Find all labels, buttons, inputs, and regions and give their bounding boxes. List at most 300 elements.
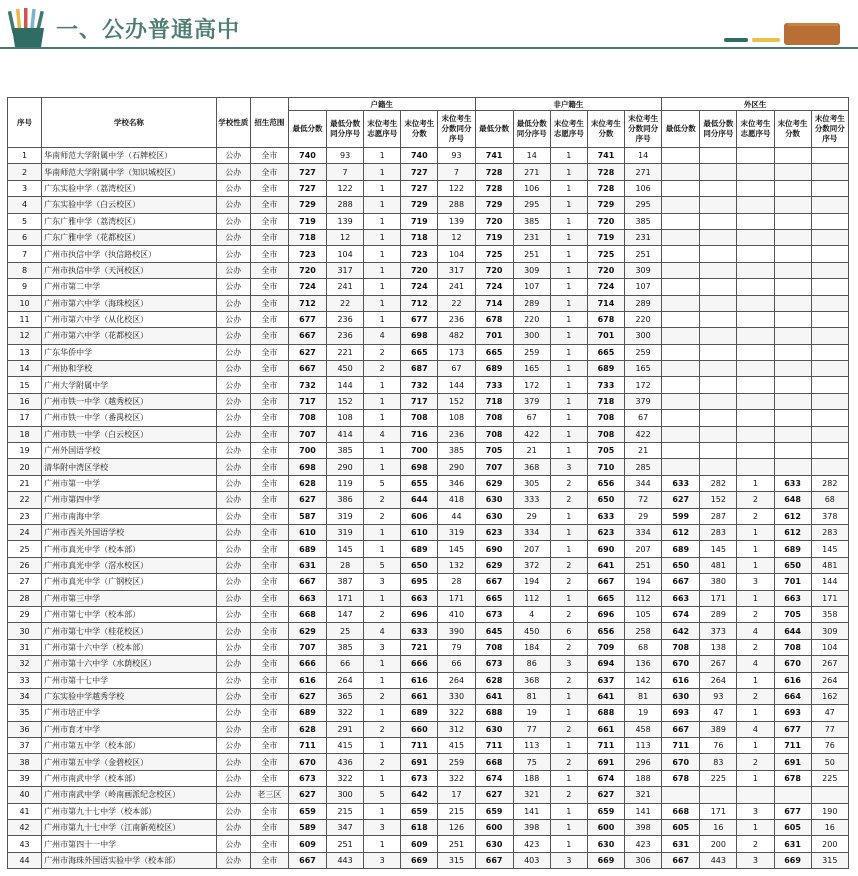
cell-outside-min-score [662,311,700,327]
cell-outside-last-choice [737,197,774,213]
cell-local-last-score-rank: 126 [438,820,475,836]
cell-seq: 27 [8,574,42,590]
cell-seq: 6 [8,229,42,245]
cell-school-name: 广州市第九十七中学（校本部） [42,803,217,819]
cell-school-nature: 公办 [216,623,250,639]
cell-local-last-score: 691 [401,754,438,770]
cell-outside-min-score-rank [700,180,737,196]
cell-local-last-score-rank: 241 [438,279,475,295]
cell-nonlocal-min-score: 645 [475,623,513,639]
cell-nonlocal-min-score: 741 [475,148,513,164]
cell-outside-last-choice [737,443,774,459]
cell-local-last-score: 689 [401,541,438,557]
cell-outside-last-score [774,148,811,164]
cell-nonlocal-min-score-rank: 334 [513,524,550,540]
cell-school-name: 广州市第四中学 [42,492,217,508]
cell-outside-last-score: 701 [774,574,811,590]
cell-nonlocal-min-score: 668 [475,754,513,770]
cell-local-last-score-rank: 390 [438,623,475,639]
cell-local-last-score: 696 [401,606,438,622]
cell-nonlocal-min-score-rank: 207 [513,541,550,557]
cell-outside-last-score: 650 [774,557,811,573]
cell-outside-last-score-rank [811,443,848,459]
cell-admission-range: 全市 [250,311,288,327]
cell-school-nature: 公办 [216,820,250,836]
cell-nonlocal-last-score-rank: 285 [625,459,662,475]
cell-local-last-score: 606 [401,508,438,524]
cell-outside-min-score: 689 [662,541,700,557]
cell-outside-last-score: 711 [774,738,811,754]
cell-nonlocal-last-choice: 1 [550,344,587,360]
cell-local-last-score: 618 [401,820,438,836]
cell-nonlocal-min-score: 659 [475,803,513,819]
cell-local-min-score-rank: 317 [327,262,364,278]
cell-seq: 29 [8,606,42,622]
cell-local-last-score-rank: 418 [438,492,475,508]
cell-nonlocal-last-score-rank: 72 [625,492,662,508]
cell-admission-range: 全市 [250,820,288,836]
table-row [8,492,849,508]
cell-school-nature: 公办 [216,656,250,672]
cell-outside-last-score [774,164,811,180]
cell-outside-min-score-rank: 287 [700,508,737,524]
cell-school-name: 广州市南武中学（校本部） [42,770,217,786]
cell-outside-min-score: 642 [662,623,700,639]
cell-outside-min-score-rank: 283 [700,524,737,540]
cell-outside-last-score: 631 [774,836,811,852]
cell-admission-range: 全市 [250,574,288,590]
cell-nonlocal-min-score: 690 [475,541,513,557]
cell-nonlocal-last-score-rank: 136 [625,656,662,672]
cell-school-nature: 公办 [216,279,250,295]
cell-school-nature: 公办 [216,262,250,278]
cell-nonlocal-last-choice: 1 [550,836,587,852]
cell-seq: 9 [8,279,42,295]
table-row [8,705,849,721]
cell-nonlocal-last-score-rank: 306 [625,852,662,868]
cell-local-last-choice: 2 [364,606,401,622]
cell-nonlocal-last-choice: 1 [550,246,587,262]
cell-outside-min-score [662,361,700,377]
cell-nonlocal-min-score-rank: 112 [513,590,550,606]
cell-admission-range: 老三区 [250,787,288,803]
cell-school-nature: 公办 [216,524,250,540]
table-row [8,213,849,229]
cell-local-min-score: 589 [288,820,326,836]
cell-local-last-choice: 2 [364,688,401,704]
cell-outside-min-score [662,787,700,803]
cell-outside-last-score [774,361,811,377]
cell-local-last-score-rank: 12 [438,229,475,245]
cell-local-last-score-rank: 66 [438,656,475,672]
cell-outside-last-score [774,787,811,803]
cell-nonlocal-last-score: 665 [587,344,624,360]
cell-school-name: 广州市铁一中学（越秀校区） [42,393,217,409]
cell-nonlocal-last-score-rank: 68 [625,639,662,655]
cell-seq: 13 [8,344,42,360]
table-row [8,688,849,704]
cell-outside-min-score [662,180,700,196]
cell-outside-min-score-rank: 16 [700,820,737,836]
cell-outside-last-choice [737,459,774,475]
cell-local-last-score: 673 [401,770,438,786]
header-group-outside: 外区生 [662,98,849,111]
cell-nonlocal-last-choice: 1 [550,377,587,393]
cell-outside-last-score-rank [811,246,848,262]
cell-outside-min-score-rank: 145 [700,541,737,557]
cell-local-last-score-rank: 236 [438,311,475,327]
cell-seq: 34 [8,688,42,704]
cell-outside-last-score-rank [811,361,848,377]
cell-school-name: 广州协和学校 [42,361,217,377]
cell-local-last-score: 655 [401,475,438,491]
cell-local-min-score: 609 [288,836,326,852]
cell-local-last-score-rank: 44 [438,508,475,524]
cell-nonlocal-last-score: 728 [587,180,624,196]
cell-outside-last-choice: 2 [737,492,774,508]
cell-outside-last-choice: 1 [737,590,774,606]
cell-nonlocal-min-score-rank: 194 [513,574,550,590]
table-row [8,459,849,475]
cell-school-name: 广州市铁一中学（白云校区） [42,426,217,442]
cell-local-last-score: 663 [401,590,438,606]
cell-nonlocal-min-score: 628 [475,672,513,688]
cell-outside-last-score-rank: 200 [811,836,848,852]
cell-outside-last-choice: 2 [737,688,774,704]
cell-nonlocal-last-score-rank: 300 [625,328,662,344]
cell-local-last-score-rank: 415 [438,738,475,754]
table-row [8,852,849,868]
header-last-score: 末位考生分数 [774,111,811,148]
table-row [8,279,849,295]
cell-admission-range: 全市 [250,164,288,180]
header-last-choice-no: 末位考生志愿序号 [364,111,401,148]
cell-outside-last-choice: 1 [737,770,774,786]
cell-seq: 10 [8,295,42,311]
cell-local-min-score: 631 [288,557,326,573]
cell-nonlocal-last-score: 690 [587,541,624,557]
cell-nonlocal-min-score-rank: 289 [513,295,550,311]
cell-outside-min-score-rank [700,295,737,311]
cell-outside-last-choice: 1 [737,557,774,573]
cell-nonlocal-min-score: 630 [475,508,513,524]
cell-nonlocal-min-score: 708 [475,410,513,426]
cell-outside-last-score [774,410,811,426]
cell-seq: 37 [8,738,42,754]
cell-local-min-score-rank: 12 [327,229,364,245]
cell-outside-min-score-rank [700,279,737,295]
cell-outside-min-score: 670 [662,656,700,672]
cell-local-last-score: 724 [401,279,438,295]
cell-outside-min-score-rank: 200 [700,836,737,852]
cell-school-nature: 公办 [216,836,250,852]
cell-outside-min-score [662,328,700,344]
cell-seq: 21 [8,475,42,491]
cell-nonlocal-last-choice: 1 [550,770,587,786]
cell-outside-min-score: 678 [662,770,700,786]
header-min-score-rank: 最低分数同分序号 [327,111,364,148]
cell-outside-last-choice: 2 [737,606,774,622]
notebook-icon [722,20,842,48]
cell-outside-last-choice: 1 [737,738,774,754]
cell-outside-min-score-rank [700,328,737,344]
cell-nonlocal-last-score: 708 [587,426,624,442]
admission-score-table [7,97,849,869]
cell-local-last-score-rank: 264 [438,672,475,688]
cell-seq: 18 [8,426,42,442]
cell-nonlocal-min-score: 629 [475,557,513,573]
page-header [0,0,858,56]
cell-nonlocal-min-score: 720 [475,213,513,229]
cell-local-min-score: 667 [288,328,326,344]
cell-local-last-score: 712 [401,295,438,311]
cell-local-last-score: 689 [401,705,438,721]
cell-nonlocal-last-choice: 3 [550,852,587,868]
cell-outside-last-score [774,443,811,459]
cell-outside-last-choice: 4 [737,656,774,672]
table-row [8,524,849,540]
cell-nonlocal-min-score: 729 [475,197,513,213]
cell-local-min-score: 673 [288,770,326,786]
table-row [8,328,849,344]
cell-nonlocal-last-score-rank: 29 [625,508,662,524]
cell-outside-last-score-rank [811,459,848,475]
cell-outside-last-score-rank [811,180,848,196]
cell-school-nature: 公办 [216,164,250,180]
cell-nonlocal-min-score: 678 [475,311,513,327]
cell-local-last-choice: 1 [364,279,401,295]
cell-nonlocal-min-score: 600 [475,820,513,836]
cell-school-nature: 公办 [216,295,250,311]
cell-outside-min-score [662,148,700,164]
cell-admission-range: 全市 [250,606,288,622]
table-row [8,557,849,573]
cell-nonlocal-min-score-rank: 333 [513,492,550,508]
cell-admission-range: 全市 [250,475,288,491]
cell-outside-last-score [774,426,811,442]
cell-school-name: 广州市第四十一中学 [42,836,217,852]
cell-nonlocal-min-score-rank: 77 [513,721,550,737]
cell-school-name: 广东广雅中学（荔湾校区） [42,213,217,229]
cell-outside-last-score: 705 [774,606,811,622]
cell-school-nature: 公办 [216,180,250,196]
cell-nonlocal-last-score: 691 [587,754,624,770]
cell-outside-last-score-rank [811,262,848,278]
cell-seq: 22 [8,492,42,508]
cell-nonlocal-min-score: 623 [475,524,513,540]
cell-outside-last-score-rank: 76 [811,738,848,754]
cell-admission-range: 全市 [250,213,288,229]
cell-local-last-score-rank: 322 [438,770,475,786]
cell-outside-last-choice [737,393,774,409]
cell-local-last-score: 721 [401,639,438,655]
cell-school-name: 广东华侨中学 [42,344,217,360]
cell-local-min-score-rank: 414 [327,426,364,442]
cell-seq: 19 [8,443,42,459]
cell-local-last-choice: 4 [364,623,401,639]
cell-local-min-score: 727 [288,164,326,180]
header-last-score: 末位考生分数 [401,111,438,148]
table-body [8,148,849,869]
table-row [8,295,849,311]
cell-outside-min-score-rank [700,459,737,475]
cell-outside-last-score: 612 [774,508,811,524]
cell-nonlocal-min-score: 630 [475,836,513,852]
cell-seq: 31 [8,639,42,655]
cell-outside-last-choice [737,229,774,245]
cell-nonlocal-last-score: 641 [587,557,624,573]
cell-nonlocal-last-choice: 1 [550,361,587,377]
cell-nonlocal-last-score-rank: 289 [625,295,662,311]
cell-seq: 41 [8,803,42,819]
cell-local-last-score: 660 [401,721,438,737]
cell-local-min-score-rank: 443 [327,852,364,868]
cell-local-last-choice: 1 [364,541,401,557]
cell-school-name: 广州市执信中学（执信路校区） [42,246,217,262]
cell-local-last-score-rank: 173 [438,344,475,360]
cell-nonlocal-last-score: 720 [587,262,624,278]
cell-outside-min-score: 612 [662,524,700,540]
header-admission-range: 招生范围 [250,98,288,148]
cell-local-last-score-rank: 346 [438,475,475,491]
cell-local-last-choice: 1 [364,295,401,311]
cell-outside-min-score [662,164,700,180]
header-last-score-rank: 末位考生分数同分序号 [625,111,662,148]
cell-local-last-score: 732 [401,377,438,393]
cell-nonlocal-last-score-rank: 251 [625,246,662,262]
cell-local-min-score-rank: 386 [327,492,364,508]
cell-outside-last-score [774,262,811,278]
table-row [8,508,849,524]
cell-school-nature: 公办 [216,148,250,164]
cell-outside-last-choice [737,361,774,377]
cell-school-nature: 公办 [216,475,250,491]
cell-nonlocal-last-score-rank: 113 [625,738,662,754]
cell-seq: 42 [8,820,42,836]
cell-local-min-score-rank: 236 [327,328,364,344]
cell-nonlocal-min-score: 725 [475,246,513,262]
cell-nonlocal-last-choice: 2 [550,475,587,491]
cell-outside-last-choice: 1 [737,672,774,688]
cell-outside-min-score [662,443,700,459]
cell-nonlocal-last-choice: 1 [550,229,587,245]
cell-outside-min-score [662,426,700,442]
cell-nonlocal-last-score: 694 [587,656,624,672]
cell-outside-last-choice: 4 [737,721,774,737]
cell-nonlocal-min-score-rank: 81 [513,688,550,704]
cell-local-last-choice: 3 [364,820,401,836]
cell-outside-min-score-rank: 76 [700,738,737,754]
cell-school-nature: 公办 [216,426,250,442]
cell-local-min-score-rank: 221 [327,344,364,360]
cell-nonlocal-min-score: 673 [475,606,513,622]
cell-admission-range: 全市 [250,738,288,754]
cell-outside-last-score [774,229,811,245]
cell-outside-min-score [662,213,700,229]
cell-nonlocal-min-score-rank: 309 [513,262,550,278]
cell-outside-last-score: 678 [774,770,811,786]
cell-school-name: 广州大学附属中学 [42,377,217,393]
cell-outside-last-score-rank [811,328,848,344]
cell-local-last-score-rank: 144 [438,377,475,393]
cell-outside-min-score-rank: 443 [700,852,737,868]
cell-outside-last-score-rank: 145 [811,541,848,557]
cell-school-name: 清华附中湾区学校 [42,459,217,475]
cell-local-min-score: 629 [288,623,326,639]
cell-outside-last-score-rank: 144 [811,574,848,590]
cell-nonlocal-min-score-rank: 113 [513,738,550,754]
cell-local-min-score: 718 [288,229,326,245]
cell-local-last-choice: 1 [364,164,401,180]
cell-nonlocal-last-choice: 1 [550,705,587,721]
cell-outside-last-score-rank [811,197,848,213]
cell-school-nature: 公办 [216,770,250,786]
cell-school-name: 广州市育才中学 [42,721,217,737]
cell-school-nature: 公办 [216,328,250,344]
cell-outside-last-choice: 3 [737,852,774,868]
cell-school-nature: 公办 [216,229,250,245]
cell-outside-min-score: 627 [662,492,700,508]
cell-outside-last-score-rank: 50 [811,754,848,770]
cell-school-nature: 公办 [216,443,250,459]
cell-local-last-choice: 2 [364,344,401,360]
cell-local-last-score: 727 [401,164,438,180]
cell-nonlocal-last-score: 665 [587,590,624,606]
cell-seq: 26 [8,557,42,573]
cell-school-nature: 公办 [216,688,250,704]
cell-local-min-score-rank: 387 [327,574,364,590]
cell-nonlocal-last-score: 659 [587,803,624,819]
cell-local-last-score-rank: 330 [438,688,475,704]
cell-nonlocal-last-choice: 1 [550,590,587,606]
cell-admission-range: 全市 [250,197,288,213]
cell-outside-last-score [774,459,811,475]
cell-local-min-score-rank: 7 [327,164,364,180]
cell-outside-min-score-rank: 83 [700,754,737,770]
header-school-name: 学校名称 [42,98,217,148]
cell-local-last-score: 659 [401,803,438,819]
table-row [8,311,849,327]
table-row [8,393,849,409]
cell-outside-last-choice [737,410,774,426]
cell-local-last-choice: 1 [364,262,401,278]
cell-outside-last-score [774,180,811,196]
header-school-nature: 学校性质 [216,98,250,148]
cell-local-min-score-rank: 365 [327,688,364,704]
cell-outside-min-score: 605 [662,820,700,836]
cell-nonlocal-last-score: 696 [587,606,624,622]
cell-outside-last-choice: 3 [737,803,774,819]
cell-outside-last-choice: 1 [737,820,774,836]
cell-admission-range: 全市 [250,639,288,655]
cell-nonlocal-min-score-rank: 67 [513,410,550,426]
cell-nonlocal-min-score: 724 [475,279,513,295]
cell-nonlocal-min-score-rank: 172 [513,377,550,393]
cell-local-last-score-rank: 132 [438,557,475,573]
cell-seq: 17 [8,410,42,426]
cell-local-last-choice: 3 [364,639,401,655]
table-row [8,656,849,672]
cell-school-name: 广州市第二中学 [42,279,217,295]
cell-local-last-choice: 1 [364,590,401,606]
cell-nonlocal-last-choice: 3 [550,656,587,672]
cell-outside-min-score-rank: 225 [700,770,737,786]
cell-outside-last-score [774,377,811,393]
cell-nonlocal-last-score-rank: 309 [625,262,662,278]
cell-nonlocal-min-score-rank: 321 [513,787,550,803]
cell-local-last-score-rank: 251 [438,836,475,852]
cell-seq: 15 [8,377,42,393]
